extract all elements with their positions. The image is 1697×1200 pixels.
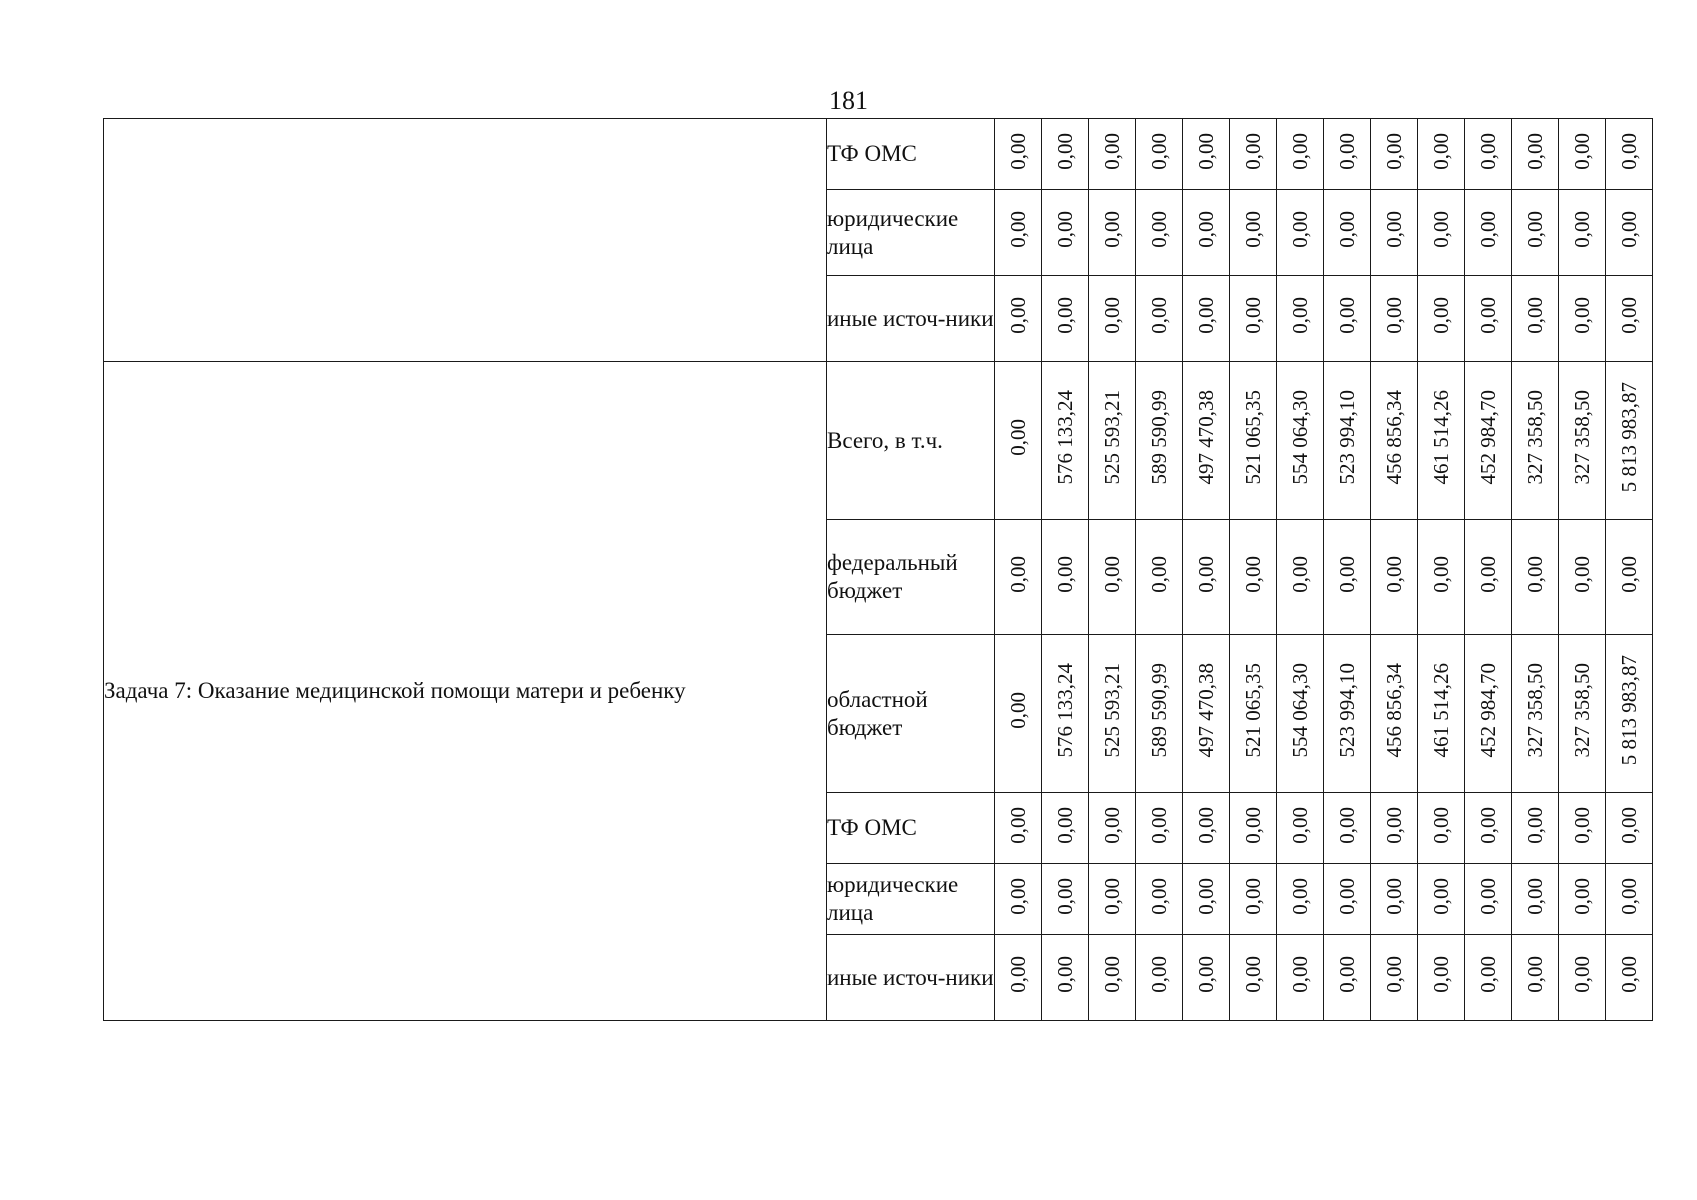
table-row: [104, 362, 1653, 520]
value-text: 0,00: [1006, 806, 1030, 844]
value-cell: [1559, 864, 1606, 935]
value-cell: [1136, 190, 1183, 276]
value-text: 0,00: [1523, 806, 1547, 844]
value-text: 0,00: [1147, 877, 1171, 915]
value-text: 456 856,34: [1382, 663, 1406, 758]
value-cell: [1183, 190, 1230, 276]
value-text: 0,00: [1053, 297, 1077, 334]
value-cell: [1183, 276, 1230, 362]
value-cell: [1183, 935, 1230, 1021]
value-text: 5 813 983,87: [1617, 382, 1641, 493]
value-text: 0,00: [1241, 555, 1265, 593]
value-cell: [1465, 635, 1512, 793]
value-text: 0,00: [1053, 956, 1077, 993]
table-body: [104, 119, 1653, 1021]
value-cell: [1418, 119, 1465, 190]
funding-source-cell: областной бюджет: [827, 635, 995, 793]
value-text: 0,00: [1617, 297, 1641, 334]
value-cell: [1371, 864, 1418, 935]
value-cell: [1371, 119, 1418, 190]
value-cell: [1042, 276, 1089, 362]
value-cell: [1277, 935, 1324, 1021]
value-text: 0,00: [1241, 297, 1265, 334]
value-text: 554 064,30: [1288, 390, 1312, 485]
value-cell: [1089, 635, 1136, 793]
value-text: 554 064,30: [1288, 663, 1312, 758]
value-cell: [1465, 520, 1512, 635]
funding-source-cell: ТФ ОМС: [827, 119, 995, 190]
value-cell: [1606, 276, 1653, 362]
value-text: 0,00: [1429, 132, 1453, 170]
value-cell: [995, 190, 1042, 276]
value-cell: [1371, 793, 1418, 864]
value-cell: [1089, 935, 1136, 1021]
value-text: 0,00: [1476, 956, 1500, 993]
value-cell: [1465, 935, 1512, 1021]
value-cell: [1371, 276, 1418, 362]
value-cell: [1418, 935, 1465, 1021]
value-text: 0,00: [1006, 877, 1030, 915]
value-text: 521 065,35: [1241, 663, 1265, 758]
value-text: 0,00: [1382, 211, 1406, 248]
value-text: 0,00: [1100, 806, 1124, 844]
value-cell: [1230, 864, 1277, 935]
value-text: 0,00: [1241, 132, 1265, 170]
value-cell: [1418, 793, 1465, 864]
value-text: 0,00: [1617, 956, 1641, 993]
value-text: 0,00: [1429, 806, 1453, 844]
value-text: 0,00: [1241, 211, 1265, 248]
value-text: 0,00: [1570, 132, 1594, 170]
value-text: 0,00: [1194, 132, 1218, 170]
value-cell: [1183, 520, 1230, 635]
value-cell: [1418, 520, 1465, 635]
value-cell: [1042, 119, 1089, 190]
value-text: 0,00: [1335, 211, 1359, 248]
value-cell: [1277, 119, 1324, 190]
value-cell: [1512, 119, 1559, 190]
value-cell: [1089, 276, 1136, 362]
value-cell: [1136, 864, 1183, 935]
value-cell: [995, 119, 1042, 190]
value-text: 0,00: [1570, 297, 1594, 334]
value-text: 0,00: [1476, 555, 1500, 593]
task-cell: [104, 119, 827, 362]
value-cell: [1183, 864, 1230, 935]
value-text: 0,00: [1147, 956, 1171, 993]
value-text: 521 065,35: [1241, 390, 1265, 485]
value-text: 0,00: [1617, 877, 1641, 915]
value-text: 0,00: [1100, 877, 1124, 915]
value-text: 0,00: [1335, 956, 1359, 993]
value-cell: [1512, 635, 1559, 793]
value-cell: [1277, 520, 1324, 635]
value-cell: [1371, 190, 1418, 276]
value-cell: [1230, 190, 1277, 276]
value-text: 0,00: [1523, 877, 1547, 915]
value-text: 0,00: [1617, 211, 1641, 248]
value-text: 0,00: [1194, 211, 1218, 248]
value-cell: [1465, 276, 1512, 362]
value-cell: [1371, 520, 1418, 635]
value-cell: [1606, 864, 1653, 935]
value-text: 0,00: [1429, 877, 1453, 915]
value-text: 0,00: [1476, 806, 1500, 844]
value-text: 0,00: [1053, 877, 1077, 915]
funding-source-cell: иные источ-ники: [827, 935, 995, 1021]
value-cell: [1324, 119, 1371, 190]
value-text: 327 358,50: [1523, 390, 1547, 485]
value-cell: [1277, 190, 1324, 276]
value-text: 0,00: [1429, 956, 1453, 993]
value-text: 0,00: [1194, 956, 1218, 993]
value-cell: [1324, 864, 1371, 935]
value-text: 0,00: [1335, 132, 1359, 170]
value-cell: [1512, 864, 1559, 935]
value-cell: [1418, 635, 1465, 793]
value-cell: [1277, 864, 1324, 935]
value-cell: [1183, 362, 1230, 520]
value-text: 0,00: [1194, 877, 1218, 915]
value-cell: [1418, 362, 1465, 520]
funding-source-cell: иные источ-ники: [827, 276, 995, 362]
value-text: 0,00: [1100, 555, 1124, 593]
value-text: 525 593,21: [1100, 663, 1124, 758]
value-text: 0,00: [1617, 132, 1641, 170]
value-cell: [1606, 520, 1653, 635]
value-cell: [1559, 635, 1606, 793]
value-cell: [1606, 362, 1653, 520]
value-text: 0,00: [1617, 555, 1641, 593]
value-text: 0,00: [1570, 877, 1594, 915]
value-text: 0,00: [1382, 297, 1406, 334]
value-text: 0,00: [1241, 956, 1265, 993]
value-cell: [1136, 119, 1183, 190]
value-cell: [1230, 362, 1277, 520]
value-text: 0,00: [1100, 956, 1124, 993]
value-text: 0,00: [1476, 132, 1500, 170]
value-text: 327 358,50: [1523, 663, 1547, 758]
value-text: 0,00: [1335, 877, 1359, 915]
value-text: 0,00: [1429, 211, 1453, 248]
value-cell: [1230, 119, 1277, 190]
value-text: 0,00: [1617, 806, 1641, 844]
value-text: 0,00: [1100, 132, 1124, 170]
value-cell: [1136, 793, 1183, 864]
value-text: 0,00: [1570, 806, 1594, 844]
value-cell: [1183, 635, 1230, 793]
value-cell: [1371, 935, 1418, 1021]
value-cell: [1042, 362, 1089, 520]
value-text: 0,00: [1053, 211, 1077, 248]
value-cell: [1606, 793, 1653, 864]
value-text: 0,00: [1288, 877, 1312, 915]
value-cell: [1324, 520, 1371, 635]
value-cell: [1136, 520, 1183, 635]
value-text: 0,00: [1241, 806, 1265, 844]
funding-source-cell: юридические лица: [827, 190, 995, 276]
value-text: 0,00: [1382, 877, 1406, 915]
value-cell: [1465, 793, 1512, 864]
value-text: 523 994,10: [1335, 663, 1359, 758]
value-text: 0,00: [1382, 132, 1406, 170]
value-cell: [1277, 635, 1324, 793]
funding-source-cell: ТФ ОМС: [827, 793, 995, 864]
table-row: [104, 119, 1653, 190]
value-text: 0,00: [1053, 132, 1077, 170]
value-cell: [1230, 520, 1277, 635]
value-text: 0,00: [1523, 211, 1547, 248]
value-cell: [1512, 793, 1559, 864]
value-cell: [995, 864, 1042, 935]
value-cell: [1324, 276, 1371, 362]
value-cell: [1371, 635, 1418, 793]
value-cell: [1277, 793, 1324, 864]
value-text: 0,00: [1194, 806, 1218, 844]
value-cell: [995, 793, 1042, 864]
value-cell: [1512, 276, 1559, 362]
value-text: 497 470,38: [1194, 390, 1218, 485]
value-cell: [1465, 362, 1512, 520]
value-cell: [1559, 793, 1606, 864]
value-text: 452 984,70: [1476, 390, 1500, 485]
value-text: 497 470,38: [1194, 663, 1218, 758]
value-text: 0,00: [1241, 877, 1265, 915]
value-cell: [1324, 635, 1371, 793]
value-text: 0,00: [1288, 297, 1312, 334]
value-text: 0,00: [1100, 297, 1124, 334]
value-text: 0,00: [1335, 555, 1359, 593]
value-text: 0,00: [1335, 297, 1359, 334]
value-cell: [1042, 935, 1089, 1021]
value-cell: [1324, 362, 1371, 520]
value-text: 0,00: [1006, 132, 1030, 170]
value-cell: [1089, 190, 1136, 276]
value-cell: [1512, 935, 1559, 1021]
value-text: 0,00: [1147, 132, 1171, 170]
value-text: 0,00: [1288, 956, 1312, 993]
funding-source-cell: юридические лица: [827, 864, 995, 935]
value-text: 0,00: [1382, 806, 1406, 844]
value-text: 0,00: [1429, 555, 1453, 593]
value-cell: [1230, 635, 1277, 793]
value-cell: [1559, 935, 1606, 1021]
value-text: 0,00: [1476, 297, 1500, 334]
value-text: 0,00: [1006, 211, 1030, 248]
value-text: 0,00: [1194, 555, 1218, 593]
funding-source-cell: федеральный бюджет: [827, 520, 995, 635]
value-text: 0,00: [1382, 555, 1406, 593]
value-cell: [1606, 635, 1653, 793]
value-cell: [1559, 520, 1606, 635]
value-cell: [1136, 362, 1183, 520]
value-cell: [1418, 864, 1465, 935]
value-text: 0,00: [1053, 806, 1077, 844]
value-text: 576 133,24: [1053, 663, 1077, 758]
value-cell: [1277, 276, 1324, 362]
value-text: 0,00: [1147, 555, 1171, 593]
value-cell: [1183, 119, 1230, 190]
value-cell: [1042, 793, 1089, 864]
value-text: 523 994,10: [1335, 390, 1359, 485]
value-cell: [1606, 119, 1653, 190]
value-cell: [1559, 119, 1606, 190]
funding-source-cell: Всего, в т.ч.: [827, 362, 995, 520]
value-cell: [1559, 190, 1606, 276]
value-cell: [1371, 362, 1418, 520]
value-cell: [1512, 520, 1559, 635]
value-text: 589 590,99: [1147, 390, 1171, 485]
value-text: 0,00: [1288, 211, 1312, 248]
value-cell: [1089, 864, 1136, 935]
value-cell: [995, 362, 1042, 520]
value-text: 0,00: [1523, 956, 1547, 993]
value-text: 0,00: [1288, 806, 1312, 844]
value-text: 456 856,34: [1382, 390, 1406, 485]
value-cell: [1418, 276, 1465, 362]
value-text: 525 593,21: [1100, 390, 1124, 485]
value-cell: [1559, 362, 1606, 520]
value-cell: [1512, 362, 1559, 520]
budget-table: [103, 118, 1653, 1021]
value-text: 461 514,26: [1429, 390, 1453, 485]
value-text: 0,00: [1006, 555, 1030, 593]
value-text: 0,00: [1006, 692, 1030, 729]
value-text: 327 358,50: [1570, 663, 1594, 758]
value-cell: [1324, 935, 1371, 1021]
value-cell: [1465, 864, 1512, 935]
value-text: 452 984,70: [1476, 663, 1500, 758]
value-cell: [1136, 635, 1183, 793]
value-cell: [995, 520, 1042, 635]
value-cell: [1559, 276, 1606, 362]
value-text: 0,00: [1053, 555, 1077, 593]
value-text: 0,00: [1335, 806, 1359, 844]
value-text: 576 133,24: [1053, 390, 1077, 485]
value-text: 0,00: [1147, 806, 1171, 844]
value-cell: [1089, 362, 1136, 520]
value-cell: [995, 635, 1042, 793]
value-text: 0,00: [1523, 132, 1547, 170]
value-text: 0,00: [1100, 211, 1124, 248]
value-text: 0,00: [1288, 132, 1312, 170]
value-text: 5 813 983,87: [1617, 655, 1641, 766]
value-text: 461 514,26: [1429, 663, 1453, 758]
value-text: 0,00: [1570, 211, 1594, 248]
value-cell: [1136, 276, 1183, 362]
value-text: 0,00: [1006, 956, 1030, 993]
value-cell: [1512, 190, 1559, 276]
value-text: 0,00: [1147, 211, 1171, 248]
value-cell: [1089, 119, 1136, 190]
value-cell: [1042, 520, 1089, 635]
value-text: 0,00: [1382, 956, 1406, 993]
value-text: 0,00: [1476, 877, 1500, 915]
task-cell: Задача 7: Оказание медицинской помощи матери и ребенку: [104, 362, 827, 1021]
value-text: 0,00: [1570, 555, 1594, 593]
value-text: 0,00: [1006, 297, 1030, 334]
value-text: 0,00: [1429, 297, 1453, 334]
value-cell: [1042, 190, 1089, 276]
value-text: 0,00: [1570, 956, 1594, 993]
value-cell: [1042, 635, 1089, 793]
value-text: 0,00: [1476, 211, 1500, 248]
value-text: 0,00: [1147, 297, 1171, 334]
value-cell: [1042, 864, 1089, 935]
value-cell: [995, 276, 1042, 362]
value-cell: [1230, 793, 1277, 864]
value-cell: [1606, 190, 1653, 276]
value-text: 0,00: [1006, 419, 1030, 456]
value-text: 327 358,50: [1570, 390, 1594, 485]
value-text: 0,00: [1288, 555, 1312, 593]
value-text: 0,00: [1523, 555, 1547, 593]
value-cell: [1418, 190, 1465, 276]
value-text: 0,00: [1194, 297, 1218, 334]
value-cell: [1277, 362, 1324, 520]
value-text: 0,00: [1523, 297, 1547, 334]
value-cell: [1230, 935, 1277, 1021]
value-cell: [1183, 793, 1230, 864]
value-cell: [1324, 793, 1371, 864]
value-cell: [995, 935, 1042, 1021]
value-text: 589 590,99: [1147, 663, 1171, 758]
value-cell: [1136, 935, 1183, 1021]
value-cell: [1465, 190, 1512, 276]
value-cell: [1089, 520, 1136, 635]
value-cell: [1465, 119, 1512, 190]
page-number: 181: [829, 86, 868, 115]
value-cell: [1606, 935, 1653, 1021]
value-cell: [1089, 793, 1136, 864]
value-cell: [1230, 276, 1277, 362]
value-cell: [1324, 190, 1371, 276]
